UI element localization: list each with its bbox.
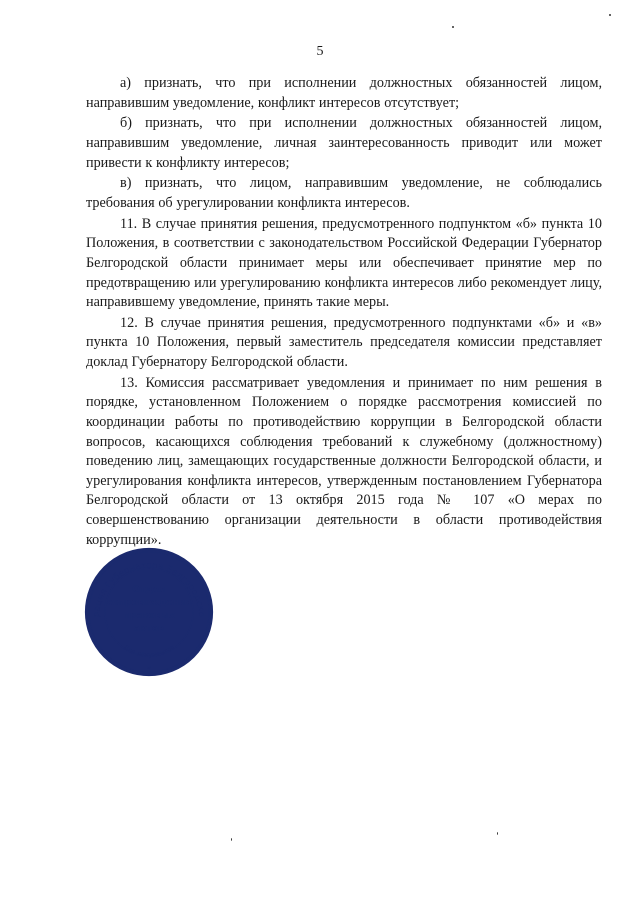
paragraph-12: 12. В случае принятия решения, предусмотренного подпунктами «б» и «в» пункта 10 Положения, первый заместитель председателя комиссии представляет доклад Губернатору Белгородской области. <box>86 314 602 371</box>
stamp-center-line-3: правовых <box>123 610 175 621</box>
stamp-center-line-2: сопровождения <box>106 597 192 608</box>
stamp-star-icon: * <box>147 665 151 674</box>
stamp-center-line-4: актов <box>134 623 164 634</box>
paragraph-b: б) признать, что при исполнении должностных обязанностей лицом, направившим уведомление, личная заинтересованность приводит или может привести к конфликту интересов; <box>86 115 602 171</box>
stamp-center-line-1: Отдел <box>132 584 166 595</box>
document-body <box>86 74 602 551</box>
page-number: 5 <box>316 44 324 59</box>
scan-speck <box>497 832 498 835</box>
scan-speck <box>609 14 611 16</box>
stamp-outer-text: рация Губернатора Белгородско <box>91 560 207 618</box>
scan-speck <box>452 26 454 28</box>
scan-speck <box>231 838 232 841</box>
paragraph-a: а) признать, что при исполнении должностных обязанностей лицом, направившим уведомление, конфликт интересов отсутствует; <box>86 75 602 111</box>
paragraph-13: 13. Комиссия рассматривает уведомления и принимает по ним решения в порядке, установленном Положением о порядке рассмотрения комиссией по координации работы по противодействию коррупции в Белгородской области вопросов, касающихся соблюдения требований к служебному (должностному) поведению лиц, замещающих государственные должности Белгородской области, и урегулирования конфликта интересов, утвержденным постановлением Губернатора Белгородской области от 13 октября 2015 года № 107 «О мерах по совершенствованию организации деятельности в области противодействия коррупции». <box>86 374 602 548</box>
stamp-bottom-text: Для документов <box>121 643 177 659</box>
stamp-seal-icon <box>83 546 215 678</box>
paragraph-11: 11. В случае принятия решения, предусмотренного подпунктом «б» пункта 10 Положения, в соответствии с законодательством Российской Федерации Губернатор Белгородской области принимает меры или обеспечивает принятие мер по предотвращению или урегулированию конфликта интересов либо рекомендует лицу, направившему уведомление, принять такие меры. <box>86 215 602 311</box>
official-stamp <box>83 546 215 678</box>
paragraph-v: в) признать, что лицом, направившим уведомление, не соблюдались требования об урегулировании конфликта интересов. <box>86 175 602 211</box>
